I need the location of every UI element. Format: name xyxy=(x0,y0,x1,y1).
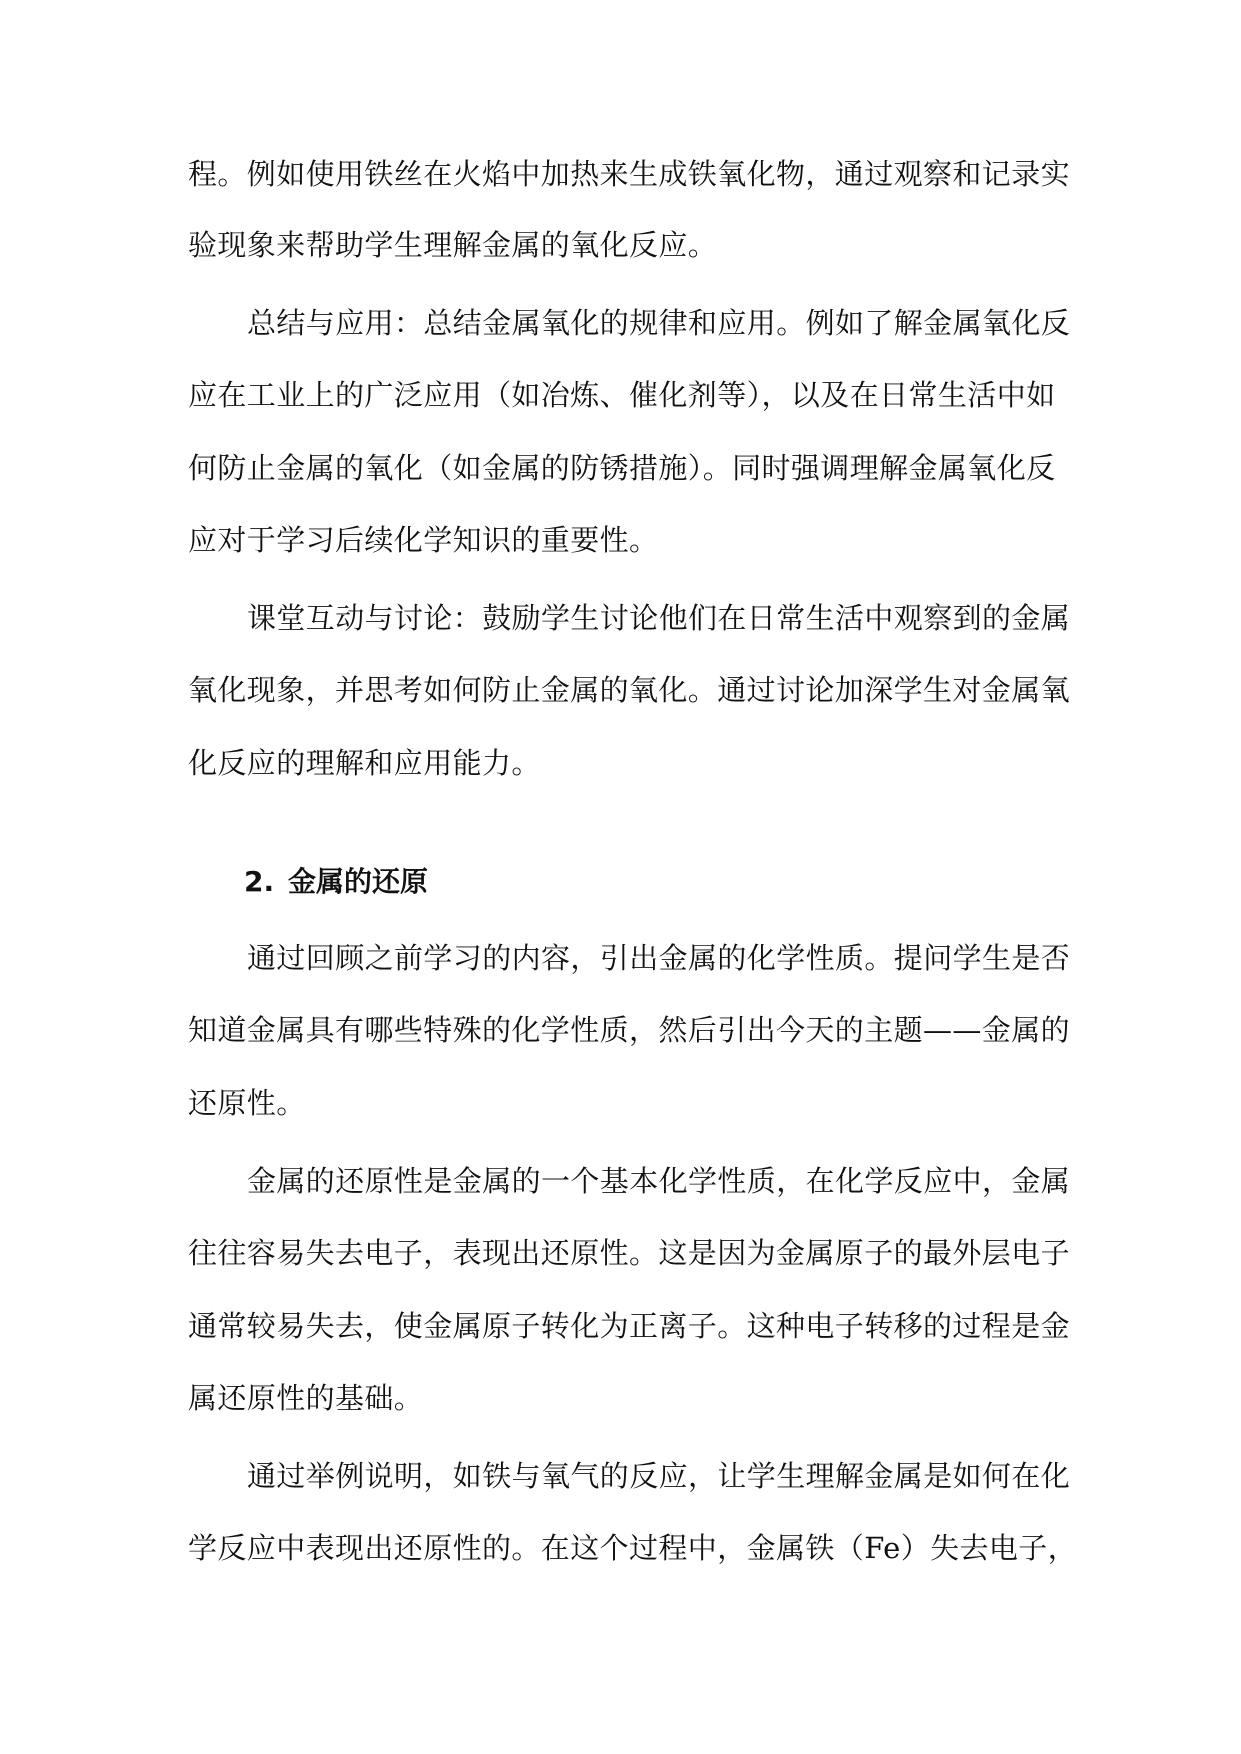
paragraph-line: 何防止金属的氧化（如金属的防锈措施）。同时强调理解金属氧化反 xyxy=(188,451,1056,485)
paragraph-line: 化反应的理解和应用能力。 xyxy=(188,746,541,780)
paragraph-line: 往往容易失去电子，表现出还原性。这是因为金属原子的最外层电子 xyxy=(188,1236,1071,1270)
paragraph-line: 应在工业上的广泛应用（如冶炼、催化剂等），以及在日常生活中如 xyxy=(188,378,1056,412)
paragraph-line: 课堂互动与讨论：鼓励学生讨论他们在日常生活中观察到的金属 xyxy=(247,601,1071,635)
paragraph-line: 学反应中表现出还原性的。在这个过程中，金属铁（Fe）失去电子， xyxy=(188,1531,1078,1565)
paragraph-line: 总结与应用：总结金属氧化的规律和应用。例如了解金属氧化反 xyxy=(247,306,1071,340)
section-number: 2. xyxy=(244,865,275,898)
section-heading xyxy=(244,862,428,902)
paragraph-line: 通过举例说明，如铁与氧气的反应，让学生理解金属是如何在化 xyxy=(247,1459,1071,1493)
paragraph-line: 通常较易失去，使金属原子转化为正离子。这种电子转移的过程是金 xyxy=(188,1309,1071,1343)
paragraph-line: 知道金属具有哪些特殊的化学性质，然后引出今天的主题——金属的 xyxy=(188,1013,1071,1047)
paragraph-line: 金属的还原性是金属的一个基本化学性质，在化学反应中，金属 xyxy=(247,1164,1071,1198)
paragraph-line: 还原性。 xyxy=(188,1086,306,1120)
paragraph-line: 通过回顾之前学习的内容，引出金属的化学性质。提问学生是否 xyxy=(247,941,1071,975)
paragraph-line: 程。例如使用铁丝在火焰中加热来生成铁氧化物，通过观察和记录实 xyxy=(188,157,1071,191)
paragraph-line: 属还原性的基础。 xyxy=(188,1381,424,1415)
paragraph-line: 验现象来帮助学生理解金属的氧化反应。 xyxy=(188,228,718,262)
section-title: 金属的还原 xyxy=(288,865,429,898)
paragraph-line: 氧化现象，并思考如何防止金属的氧化。通过讨论加深学生对金属氧 xyxy=(188,673,1071,707)
paragraph-line: 应对于学习后续化学知识的重要性。 xyxy=(188,523,659,557)
